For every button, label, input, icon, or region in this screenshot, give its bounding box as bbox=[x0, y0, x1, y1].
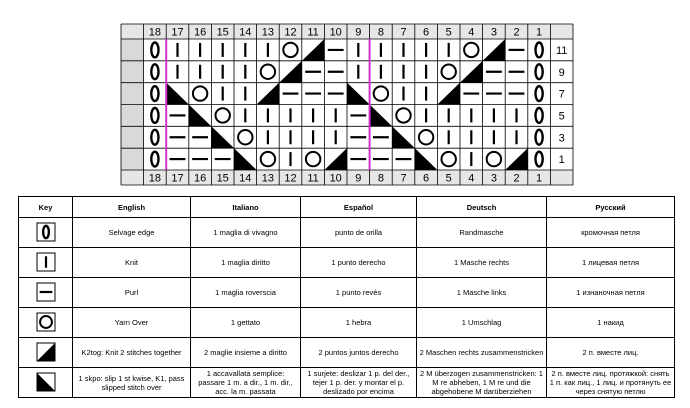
legend-cell-deutsch: 1 Masche rechts bbox=[417, 248, 547, 278]
legend-key-cell bbox=[19, 218, 73, 248]
column-number-bottom: 15 bbox=[216, 172, 229, 185]
column-number-top: 8 bbox=[377, 26, 384, 39]
knit-icon bbox=[30, 250, 62, 274]
column-number-bottom: 17 bbox=[171, 172, 184, 185]
legend-cell-deutsch: 1 Umschlag bbox=[417, 308, 547, 338]
legend-cell-italiano: 1 gettato bbox=[191, 308, 301, 338]
column-number-top: 9 bbox=[355, 26, 362, 39]
legend-header-4: Deutsch bbox=[417, 197, 547, 218]
legend-key-cell bbox=[19, 308, 73, 338]
column-number-top: 17 bbox=[171, 26, 184, 39]
legend-cell-italiano: 1 accavallata semplice: passare 1 m. a dir., 1 m. dir., acc. la m. passata bbox=[191, 368, 301, 398]
legend-row bbox=[19, 368, 675, 398]
legend-cell-español: 2 puntos juntos derecho bbox=[301, 338, 417, 368]
legend-cell-english: Knit bbox=[73, 248, 191, 278]
column-number-bottom: 7 bbox=[400, 172, 407, 185]
legend-key-cell bbox=[19, 278, 73, 308]
column-number-bottom: 16 bbox=[193, 172, 207, 185]
column-number-top: 12 bbox=[284, 26, 297, 39]
column-number-top: 1 bbox=[536, 26, 543, 39]
legend-cell-deutsch: 1 Masche links bbox=[417, 278, 547, 308]
legend-cell-italiano: 1 maglia diritto bbox=[191, 248, 301, 278]
column-number-top: 10 bbox=[329, 26, 342, 39]
row-number: 1 bbox=[558, 154, 565, 167]
column-number-top: 2 bbox=[513, 26, 520, 39]
legend-cell-deutsch: 2 M überzogen zusammenstricken: 1 M re abheben, 1 M re und die abgehobene M darüberziehen bbox=[417, 368, 547, 398]
legend-cell-italiano: 1 maglia roverscia bbox=[191, 278, 301, 308]
column-number-top: 3 bbox=[490, 26, 497, 39]
column-number-top: 14 bbox=[239, 26, 252, 39]
legend-cell-русский: 1 накид bbox=[547, 308, 675, 338]
row-number: 7 bbox=[558, 88, 565, 101]
legend-row bbox=[19, 308, 675, 338]
legend-table bbox=[18, 196, 675, 398]
column-number-top: 13 bbox=[261, 26, 275, 39]
legend-cell-english: K2tog: Knit 2 stitches together bbox=[73, 338, 191, 368]
legend-key-cell bbox=[19, 248, 73, 278]
column-number-bottom: 13 bbox=[261, 172, 275, 185]
legend-cell-español: 1 surjete: deslizar 1 p. del der., tejer 1 p. der. y montar el p. deslizado por encima bbox=[301, 368, 417, 398]
legend-cell-english: 1 skpo: slip 1 st kwise, K1, pass slipped stitch over bbox=[73, 368, 191, 398]
knitting-chart bbox=[0, 0, 690, 192]
legend-cell-deutsch: 2 Maschen rechts zusammenstricken bbox=[417, 338, 547, 368]
column-number-bottom: 6 bbox=[423, 172, 430, 185]
legend-cell-italiano: 2 maglie insieme a diritto bbox=[191, 338, 301, 368]
column-number-bottom: 11 bbox=[307, 172, 319, 185]
legend-cell-русский: 1 лицевая петля bbox=[547, 248, 675, 278]
purl-icon bbox=[30, 280, 62, 304]
legend-key-cell bbox=[19, 368, 73, 398]
legend-row bbox=[19, 218, 675, 248]
legend-cell-english: Selvage edge bbox=[73, 218, 191, 248]
row-number: 3 bbox=[558, 132, 565, 145]
legend-header-3: Español bbox=[301, 197, 417, 218]
column-number-bottom: 1 bbox=[536, 172, 543, 185]
legend-cell-español: 1 hebra bbox=[301, 308, 417, 338]
legend-cell-español: 1 punto revés bbox=[301, 278, 417, 308]
legend-row bbox=[19, 338, 675, 368]
column-number-bottom: 10 bbox=[329, 172, 342, 185]
column-number-bottom: 4 bbox=[468, 172, 475, 185]
legend-cell-español: punto de orilla bbox=[301, 218, 417, 248]
column-number-bottom: 14 bbox=[239, 172, 252, 185]
legend-cell-deutsch: Randmasche bbox=[417, 218, 547, 248]
column-number-bottom: 18 bbox=[148, 172, 162, 185]
row-number: 5 bbox=[558, 110, 565, 123]
column-number-top: 5 bbox=[445, 26, 452, 39]
legend-cell-español: 1 punto derecho bbox=[301, 248, 417, 278]
legend-header-2: Italiano bbox=[191, 197, 301, 218]
legend-header-0: Key bbox=[19, 197, 73, 218]
column-number-top: 18 bbox=[148, 26, 162, 39]
column-number-bottom: 9 bbox=[355, 172, 362, 185]
column-number-top: 15 bbox=[216, 26, 229, 39]
legend-row bbox=[19, 278, 675, 308]
legend-body bbox=[19, 218, 675, 398]
column-number-top: 6 bbox=[423, 26, 430, 39]
chart-gridlines bbox=[121, 24, 573, 185]
legend-key-cell bbox=[19, 338, 73, 368]
column-number-bottom: 2 bbox=[513, 172, 520, 185]
legend-header-1: English bbox=[73, 197, 191, 218]
skpo-icon bbox=[30, 370, 62, 394]
legend-cell-english: Yarn Over bbox=[73, 308, 191, 338]
legend-header-5: Русский bbox=[547, 197, 675, 218]
column-number-bottom: 3 bbox=[490, 172, 497, 185]
column-number-top: 7 bbox=[400, 26, 407, 39]
legend-cell-русский: 2 п. вместе лиц. bbox=[547, 338, 675, 368]
selvage-icon bbox=[30, 220, 62, 244]
legend-row bbox=[19, 248, 675, 278]
column-number-bottom: 5 bbox=[445, 172, 452, 185]
legend-cell-русский: 2 п. вместе лиц. протяжкой: снять 1 п. как лиц., 1 лиц. и протянуть ее через снятую петлю bbox=[547, 368, 675, 398]
yo-icon bbox=[30, 310, 62, 334]
legend-header-row bbox=[19, 197, 675, 218]
column-number-top: 4 bbox=[468, 26, 475, 39]
legend-cell-русский: 1 изнаночная петля bbox=[547, 278, 675, 308]
column-number-top: 11 bbox=[307, 26, 319, 39]
legend-cell-italiano: 1 maglia di vivagno bbox=[191, 218, 301, 248]
legend-cell-english: Purl bbox=[73, 278, 191, 308]
row-number: 9 bbox=[558, 66, 565, 79]
legend-cell-русский: кромочная петля bbox=[547, 218, 675, 248]
column-number-top: 16 bbox=[193, 26, 207, 39]
k2tog-icon bbox=[30, 340, 62, 364]
column-number-bottom: 8 bbox=[377, 172, 384, 185]
column-number-bottom: 12 bbox=[284, 172, 297, 185]
row-number: 11 bbox=[555, 44, 568, 57]
